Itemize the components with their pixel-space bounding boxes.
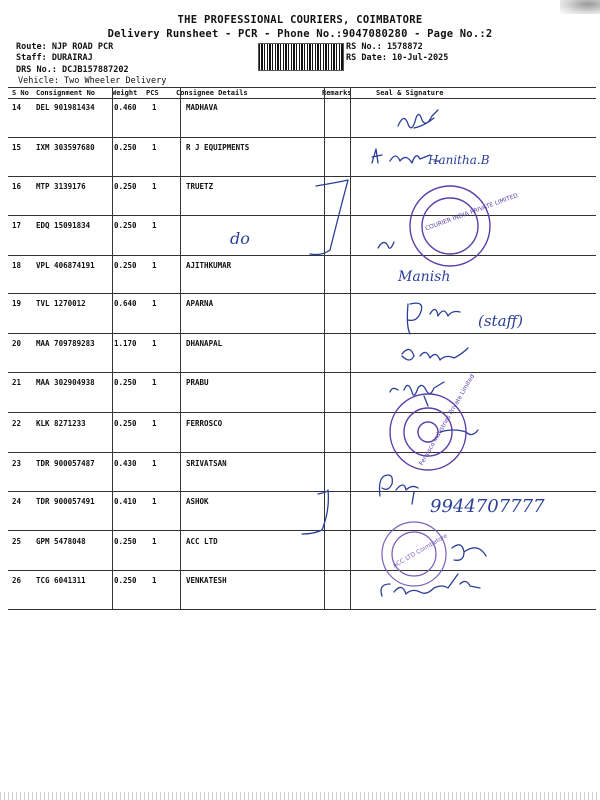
ditto-mark: do [230, 229, 250, 248]
row-consignment: MAA 709789283 [36, 339, 95, 348]
row-consignee: R J EQUIPMENTS [186, 143, 250, 152]
drs-label: DRS No.: DCJB157887202 [16, 65, 129, 75]
row-consignment: GPM 5478048 [36, 537, 86, 546]
row-rule [8, 333, 596, 334]
row-rule [8, 255, 596, 256]
row-weight: 0.250 [114, 378, 137, 387]
row-weight: 0.430 [114, 459, 137, 468]
row-consignee: AJITHKUMAR [186, 261, 232, 270]
signature-row19 [407, 303, 460, 334]
row-consignment: KLK 8271233 [36, 419, 86, 428]
signature-row14 [398, 110, 438, 128]
row-consignee: DHANAPAL [186, 339, 223, 348]
row-rule [8, 215, 596, 216]
row-rule [8, 293, 596, 294]
row-consignment: DEL 901981434 [36, 103, 95, 112]
table-bottom-rule [8, 609, 596, 610]
row-consignment: TDR 900057487 [36, 459, 95, 468]
barcode-image [258, 43, 344, 71]
row-rule [8, 570, 596, 571]
row-sno: 14 [12, 103, 22, 112]
row-pcs: 1 [152, 459, 157, 468]
row-pcs: 1 [152, 143, 157, 152]
row-consignment: MAA 302904938 [36, 378, 95, 387]
rs-date: RS Date: 10-Jul-2025 [346, 53, 449, 63]
company-stamp-row22 [390, 373, 476, 470]
row-sno: 21 [12, 378, 22, 387]
col-pcs: PCS [146, 89, 159, 97]
signature-row21 [390, 382, 444, 406]
table-header-rule [8, 98, 596, 99]
row-consignee: MADHAVA [186, 103, 218, 112]
row-sno: 17 [12, 221, 22, 230]
row-consignee: FERROSCO [186, 419, 223, 428]
row-pcs: 1 [152, 103, 157, 112]
row-pcs: 1 [152, 182, 157, 191]
svg-text:Ferrosco Industries Private Li: Ferrosco Industries Private Limited [418, 373, 477, 467]
svg-text:COURIER INDIA PRIVATE LIMITED: COURIER INDIA PRIVATE LIMITED [424, 192, 520, 233]
runsheet-subtitle: Delivery Runsheet - PCR - Phone No.:9047080280 - Page No.:2 [107, 28, 493, 40]
staff-label: Staff: DURAIRAJ [16, 53, 93, 63]
col-consignment: Consignment No [36, 89, 96, 97]
row-weight: 0.460 [114, 103, 137, 112]
ditto-bracket-rows16-17 [310, 180, 348, 255]
scan-edge [0, 792, 600, 800]
col-rule-weight [112, 87, 113, 610]
vehicle-label: Vehicle: Two Wheeler Delivery [18, 76, 167, 86]
row-weight: 0.250 [114, 261, 137, 270]
row-pcs: 1 [152, 576, 157, 585]
row-sno: 24 [12, 497, 22, 506]
row-pcs: 1 [152, 537, 157, 546]
row-sno: 26 [12, 576, 22, 585]
row-consignee: VENKATESH [186, 576, 227, 585]
row-pcs: 1 [152, 299, 157, 308]
row-consignment: MTP 3139176 [36, 182, 86, 191]
row-sno: 25 [12, 537, 22, 546]
signature-row23 [380, 475, 419, 504]
col-remarks: Remarks [322, 89, 352, 97]
row-consignment: VPL 406874191 [36, 261, 95, 270]
col-sno: S No [12, 89, 29, 97]
company-title: THE PROFESSIONAL COURIERS, COIMBATORE [177, 14, 423, 26]
row-sno: 20 [12, 339, 22, 348]
row-sno: 16 [12, 182, 22, 191]
col-weight: Weight [112, 89, 138, 97]
company-stamp-row16 [410, 186, 519, 266]
row-consignee: SRIVATSAN [186, 459, 227, 468]
row-pcs: 1 [152, 221, 157, 230]
row-rule [8, 137, 596, 138]
row-sno: 19 [12, 299, 22, 308]
row-rule [8, 412, 596, 413]
row-consignee: TRUETZ [186, 182, 214, 191]
phone-number-row24: 9944707777 [430, 496, 545, 517]
row-sno: 22 [12, 419, 22, 428]
row-sno: 18 [12, 261, 22, 270]
row-pcs: 1 [152, 261, 157, 270]
signature-row18-text: Manish [398, 269, 451, 285]
col-rule-consignee [180, 87, 181, 610]
scan-smudge [560, 0, 600, 14]
row-rule [8, 176, 596, 177]
table-top-rule [8, 87, 596, 88]
row-consignment: TVL 1270012 [36, 299, 86, 308]
row-consignee: ASHOK [186, 497, 209, 506]
row-consignee: APARNA [186, 299, 214, 308]
rs-number: RS No.: 1578872 [346, 42, 423, 52]
row-consignee: PRABU [186, 378, 209, 387]
col-seal: Seal & Signature [376, 89, 444, 97]
row-rule [8, 530, 596, 531]
row-weight: 0.250 [114, 576, 137, 585]
col-rule-remarks [324, 87, 325, 610]
signature-row17 [378, 242, 394, 248]
row-weight: 1.170 [114, 339, 137, 348]
row-pcs: 1 [152, 339, 157, 348]
row-pcs: 1 [152, 378, 157, 387]
row-weight: 0.250 [114, 537, 137, 546]
row-consignment: TCG 6041311 [36, 576, 86, 585]
row-pcs: 1 [152, 419, 157, 428]
col-consignee: Consignee Details [176, 89, 248, 97]
row-pcs: 1 [152, 497, 157, 506]
staff-note-row19: (staff) [478, 312, 523, 330]
signature-row15-text: Hanitha.B [428, 153, 490, 167]
signature-row26 [381, 574, 480, 596]
row-sno: 23 [12, 459, 22, 468]
row-rule [8, 372, 596, 373]
row-consignment: EDQ 15091834 [36, 221, 91, 230]
signature-row25 [452, 545, 486, 561]
row-weight: 0.250 [114, 182, 137, 191]
row-sno: 15 [12, 143, 22, 152]
col-rule-seal [350, 87, 351, 610]
row-rule [8, 491, 596, 492]
row-consignee: ACC LTD [186, 537, 218, 546]
row-weight: 0.250 [114, 221, 137, 230]
row-consignment: IXM 303597680 [36, 143, 95, 152]
row-weight: 0.640 [114, 299, 137, 308]
row-weight: 0.410 [114, 497, 137, 506]
company-stamp-row25 [382, 522, 449, 586]
signature-row22 [440, 430, 478, 435]
row-rule [8, 452, 596, 453]
svg-text:ACC LTD Coimbatore: ACC LTD Coimbatore [391, 532, 449, 570]
row-weight: 0.250 [114, 419, 137, 428]
row-consignment: TDR 900057491 [36, 497, 95, 506]
route-label: Route: NJP ROAD PCR [16, 42, 114, 52]
row-weight: 0.250 [114, 143, 137, 152]
signature-row20 [402, 348, 468, 360]
